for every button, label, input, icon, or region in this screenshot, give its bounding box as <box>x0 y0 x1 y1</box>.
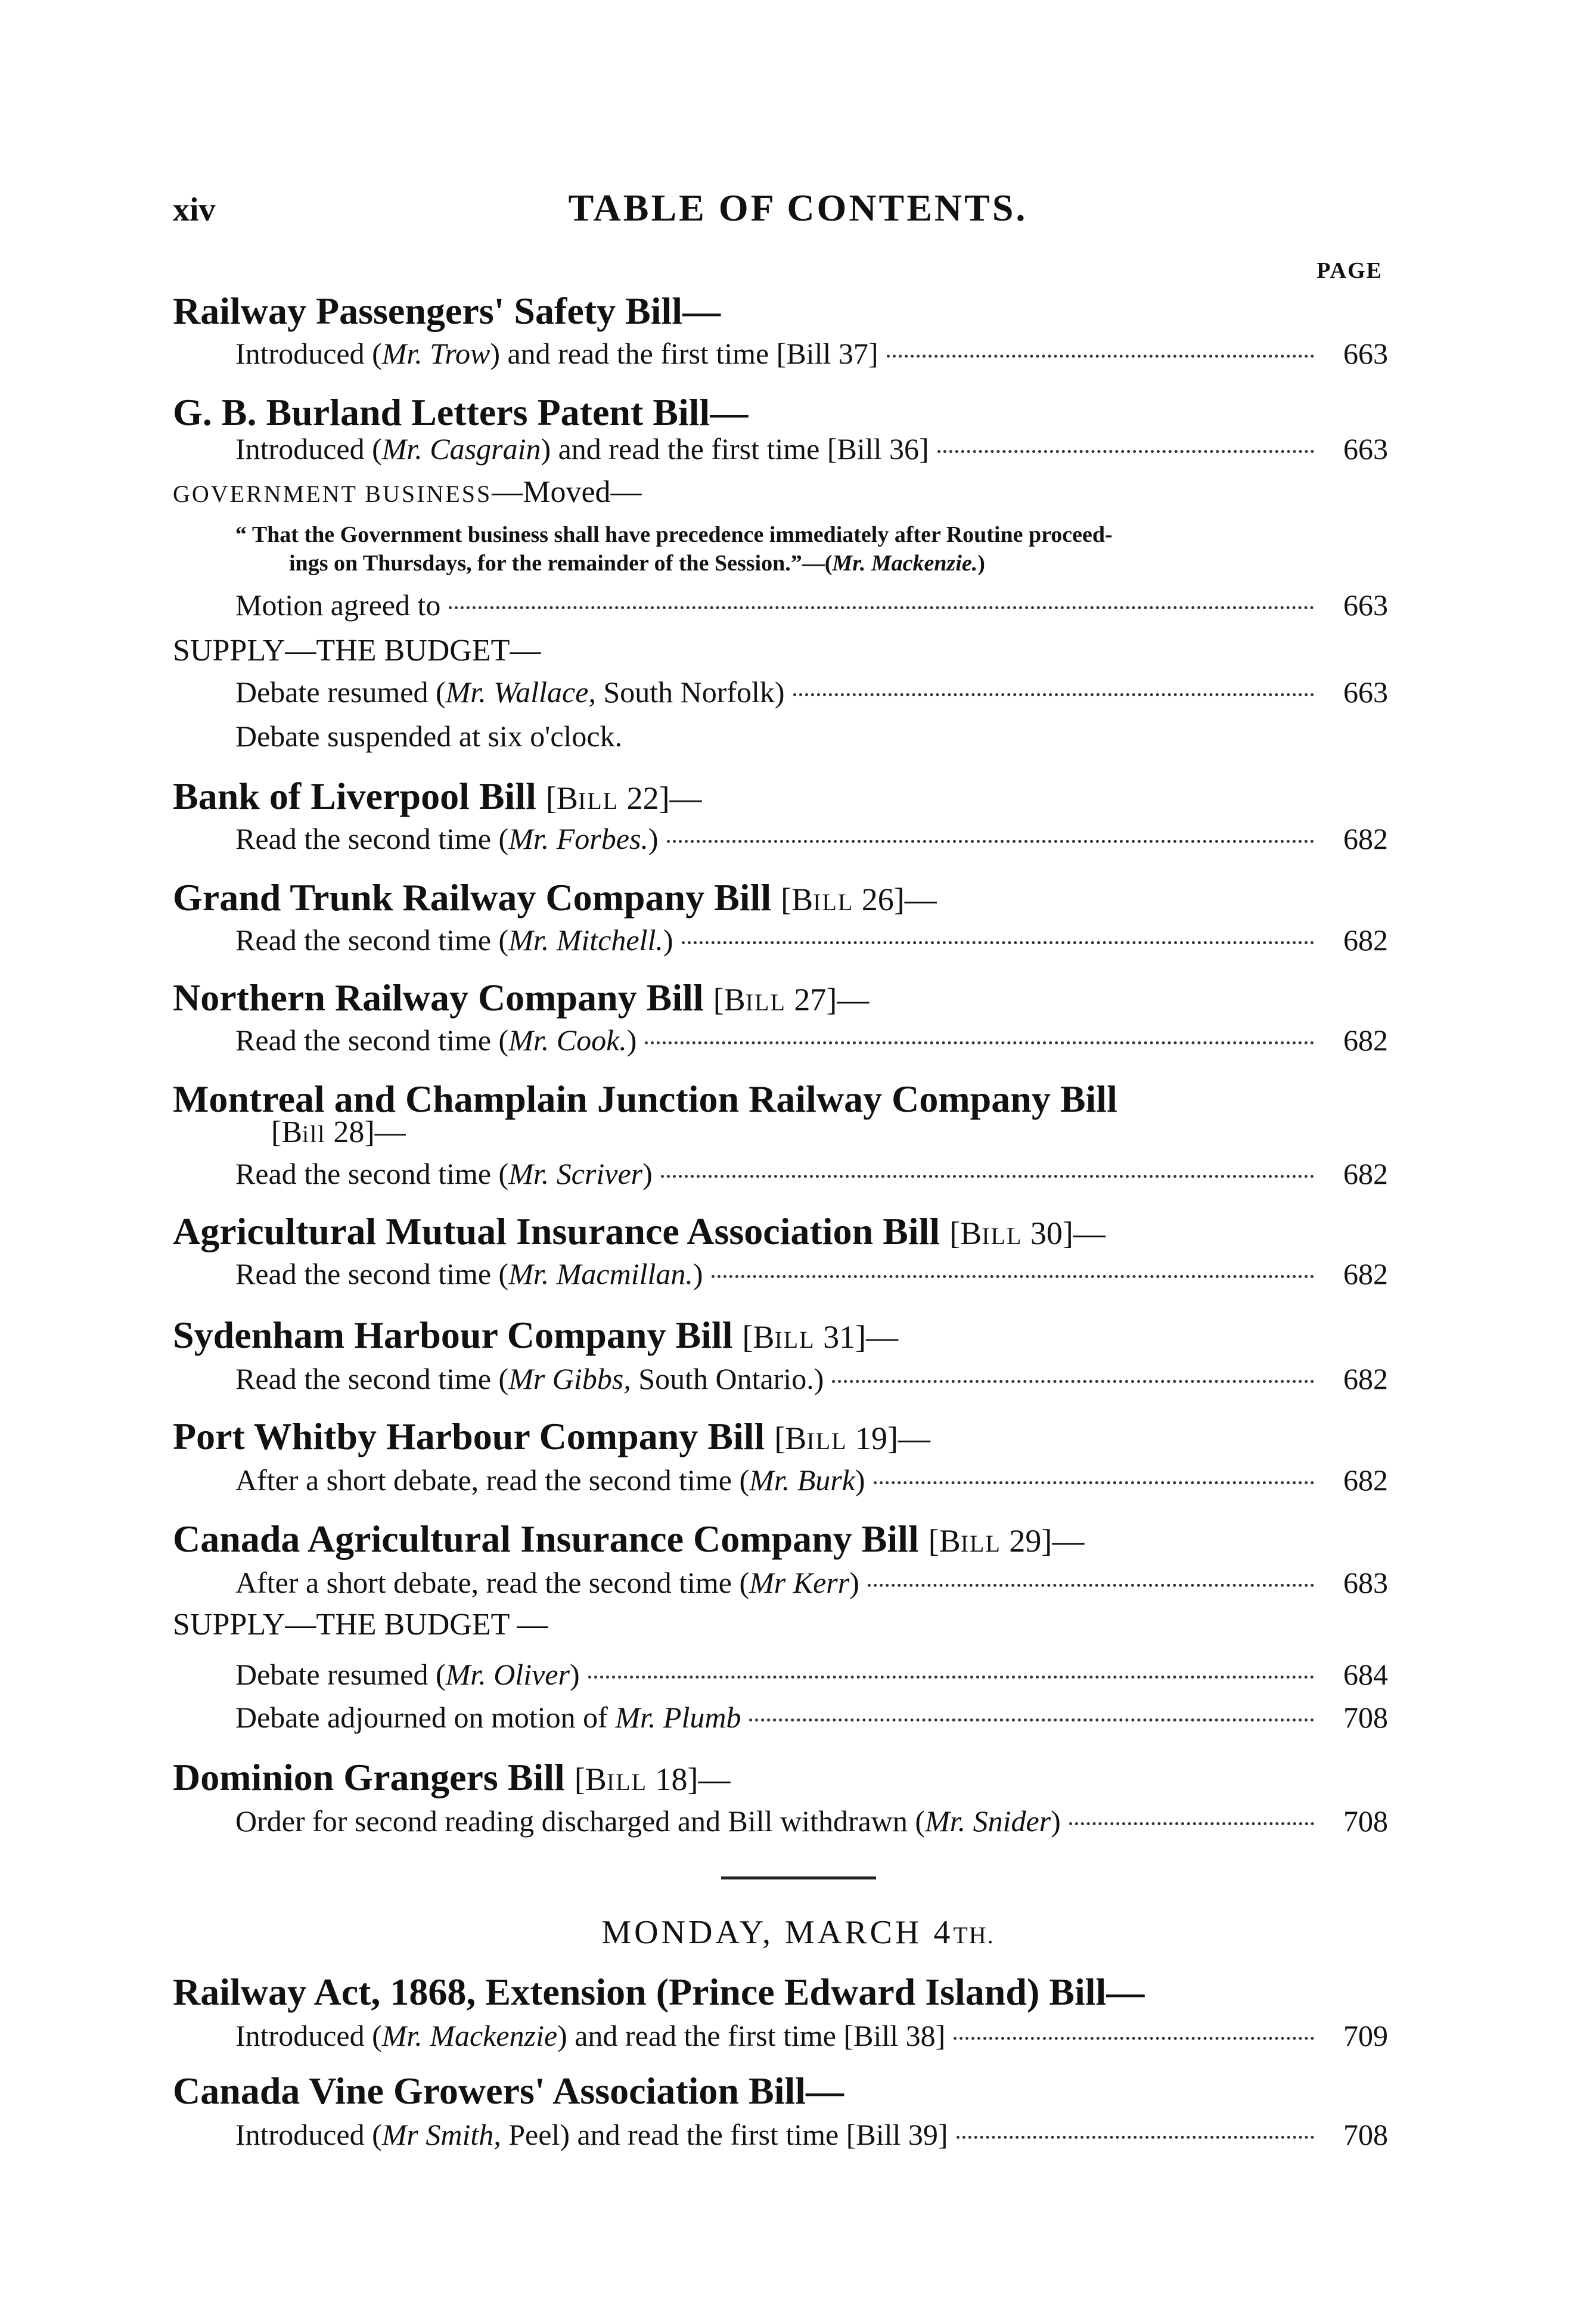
supply-heading: SUPPLY—THE BUDGET— <box>173 634 541 668</box>
dot-leader <box>832 1380 1314 1383</box>
page-ref: 684 <box>1343 1658 1388 1691</box>
page-ref: 682 <box>1343 1362 1388 1395</box>
toc-entry[interactable] <box>235 1806 1388 1836</box>
running-title: TABLE OF CONTENTS. <box>568 187 1028 229</box>
toc-entry[interactable] <box>235 925 1388 955</box>
entry-note: Debate suspended at six o'clock. <box>235 719 623 753</box>
toc-entry[interactable] <box>235 590 1388 620</box>
motion-quote: “ That the Government business shall have precedence immediately after Routine proceed- ings on Thursdays, for the remainder of the Session.”—(Mr. Mackenzie.) <box>235 522 1113 576</box>
page-ref: 663 <box>1343 675 1388 709</box>
dot-leader <box>1069 1822 1314 1825</box>
entry-heading: Dominion Grangers Bill [BILL 18]— <box>173 1756 731 1798</box>
page-ref: 663 <box>1343 432 1388 466</box>
dot-leader <box>682 941 1314 944</box>
heading-continuation: [Bill 28]— <box>271 1115 406 1149</box>
dot-leader <box>874 1481 1314 1484</box>
toc-entry[interactable] <box>235 824 1388 854</box>
entry-heading: Sydenham Harbour Company Bill [BILL 31]— <box>173 1314 899 1356</box>
page-ref: 682 <box>1343 1157 1388 1190</box>
entry-text: Debate resumed (Mr. Oliver) <box>235 1658 580 1691</box>
toc-entry[interactable] <box>235 2120 1388 2149</box>
toc-entry[interactable] <box>235 1364 1388 1394</box>
entry-text: Read the second time (Mr. Mitchell.) <box>235 923 673 957</box>
dot-leader <box>868 1584 1314 1587</box>
page-ref: 682 <box>1343 1023 1388 1057</box>
entry-heading: Northern Railway Company Bill [BILL 27]— <box>173 976 870 1019</box>
dot-leader <box>937 450 1314 453</box>
entry-text: Read the second time (Mr. Forbes.) <box>235 822 659 855</box>
running-header <box>0 186 1596 234</box>
dot-leader <box>661 1175 1314 1178</box>
supply-heading: SUPPLY—THE BUDGET — <box>173 1608 548 1642</box>
dot-leader <box>957 2136 1314 2139</box>
entry-text: Read the second time (Mr. Scriver) <box>235 1157 653 1190</box>
section-divider <box>721 1876 876 1879</box>
dot-leader <box>749 1719 1314 1721</box>
entry-text: Read the second time (Mr Gibbs, South Ontario.) <box>235 1362 824 1395</box>
dot-leader <box>793 693 1314 696</box>
page-ref: 683 <box>1343 1566 1388 1599</box>
entry-text: Debate adjourned on motion of Mr. Plumb <box>235 1701 741 1734</box>
entry-text: Introduced (Mr Smith, Peel) and read the first time [Bill 39] <box>235 2118 948 2151</box>
page-column-label: PAGE <box>1316 258 1383 283</box>
page-ref: 708 <box>1343 2118 1388 2151</box>
dot-leader <box>712 1275 1314 1278</box>
dot-leader <box>887 355 1314 358</box>
page-ref: 663 <box>1343 588 1388 622</box>
toc-entry[interactable] <box>235 434 1388 464</box>
entry-heading: Agricultural Mutual Insurance Association Bill [BILL 30]— <box>173 1210 1106 1252</box>
entry-heading: Montreal and Champlain Junction Railway Company Bill <box>173 1078 1117 1120</box>
toc-entry[interactable] <box>235 1702 1388 1732</box>
entry-text: Debate resumed (Mr. Wallace, South Norfolk) <box>235 675 785 709</box>
page-ref: 682 <box>1343 923 1388 957</box>
entry-text: Introduced (Mr. Trow) and read the first time [Bill 37] <box>235 337 878 370</box>
page-ref: 682 <box>1343 1257 1388 1291</box>
entry-text: Read the second time (Mr. Cook.) <box>235 1023 637 1057</box>
toc-entry[interactable] <box>235 1259 1388 1289</box>
entry-text: Order for second reading discharged and Bill withdrawn (Mr. Snider) <box>235 1804 1061 1838</box>
page-ref: 663 <box>1343 337 1388 370</box>
toc-entry[interactable] <box>235 677 1388 707</box>
dot-leader <box>449 606 1314 609</box>
page-ref: 682 <box>1343 1463 1388 1497</box>
toc-entry[interactable] <box>235 1465 1388 1495</box>
toc-entry[interactable] <box>235 1025 1388 1055</box>
entry-heading: Railway Passengers' Safety Bill— <box>173 290 721 332</box>
page-ref: 709 <box>1343 2019 1388 2052</box>
entry-heading: Grand Trunk Railway Company Bill [BILL 26]— <box>173 876 937 919</box>
entry-text: Introduced (Mr. Mackenzie) and read the first time [Bill 38] <box>235 2019 946 2052</box>
entry-heading: Canada Vine Growers' Association Bill— <box>173 2070 844 2112</box>
page-ref: 682 <box>1343 822 1388 855</box>
government-business-heading: GOVERNMENT BUSINESS—Moved— <box>173 475 642 509</box>
dot-leader <box>588 1676 1314 1679</box>
entry-text: Read the second time (Mr. Macmillan.) <box>235 1257 703 1291</box>
dot-leader <box>645 1041 1314 1044</box>
page-ref: 708 <box>1343 1804 1388 1838</box>
entry-heading: G. B. Burland Letters Patent Bill— <box>173 391 749 433</box>
entry-heading: Port Whitby Harbour Company Bill [BILL 19]— <box>173 1415 930 1457</box>
day-heading: MONDAY, MARCH 4TH. <box>601 1914 995 1951</box>
toc-entry[interactable] <box>235 1159 1388 1189</box>
page-number: xiv <box>173 191 216 228</box>
entry-text: Introduced (Mr. Casgrain) and read the first time [Bill 36] <box>235 432 929 466</box>
entry-text: After a short debate, read the second time (Mr Kerr) <box>235 1566 859 1599</box>
entry-heading: Railway Act, 1868, Extension (Prince Edward Island) Bill— <box>173 1971 1145 2013</box>
dot-leader <box>667 840 1314 843</box>
toc-entry[interactable] <box>235 2021 1388 2051</box>
toc-entry[interactable] <box>235 1568 1388 1598</box>
dot-leader <box>954 2037 1314 2040</box>
toc-entry[interactable] <box>235 339 1388 368</box>
page-ref: 708 <box>1343 1701 1388 1734</box>
entry-text: After a short debate, read the second time (Mr. Burk) <box>235 1463 865 1497</box>
entry-text: Motion agreed to <box>235 588 441 622</box>
entry-heading: Canada Agricultural Insurance Company Bill [BILL 29]— <box>173 1518 1085 1560</box>
entry-heading: Bank of Liverpool Bill [BILL 22]— <box>173 775 702 817</box>
toc-entry[interactable] <box>235 1659 1388 1689</box>
